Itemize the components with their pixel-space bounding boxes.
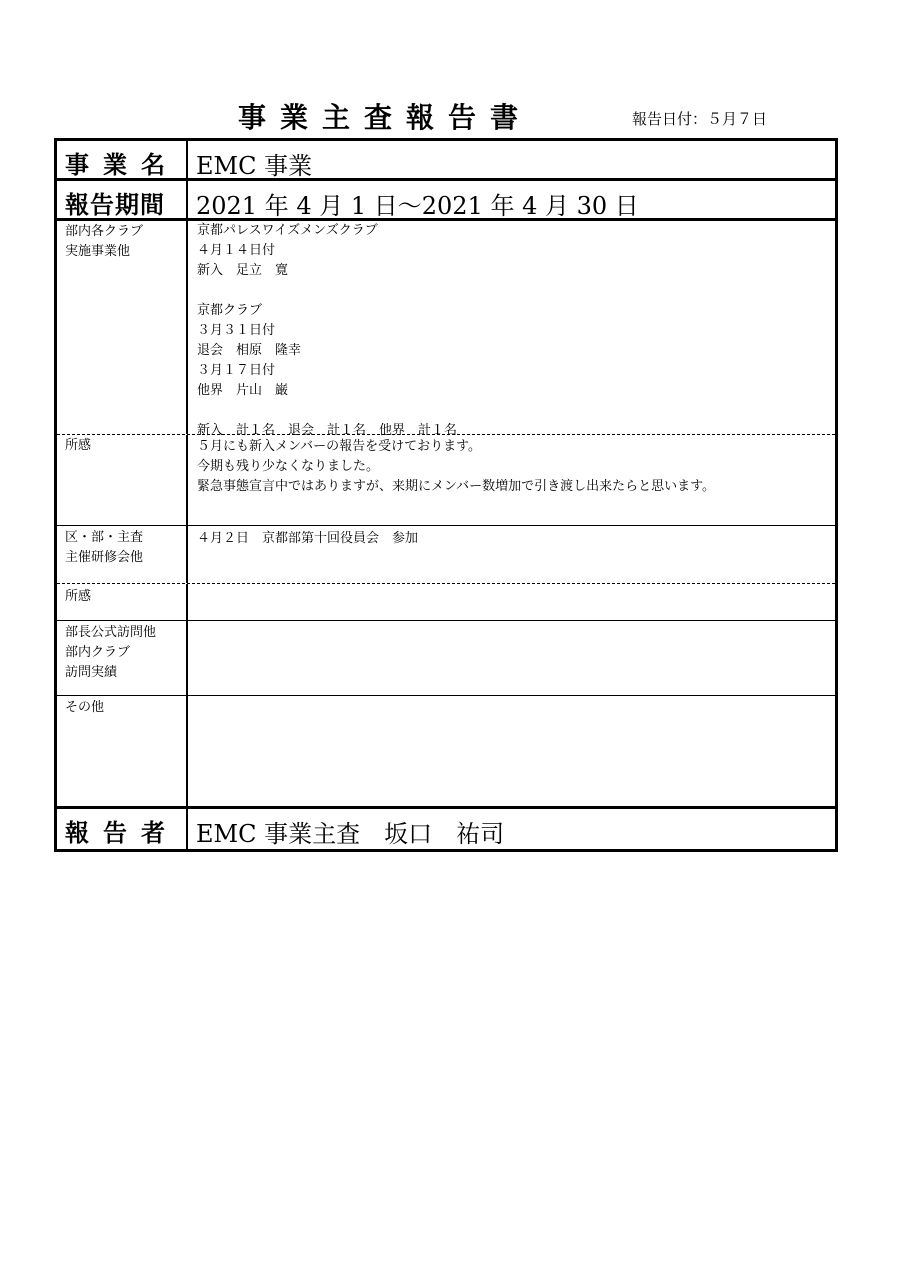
- content-line: 新入 足立 寛: [197, 263, 289, 278]
- content-line: 緊急事態宣言中ではありますが、来期にメンバー数増加で引き渡し出来たらと思います。: [197, 479, 716, 494]
- district-training-label-line: 区・部・主査: [65, 530, 144, 545]
- district-training-content: [188, 526, 835, 583]
- impressions-2-label: 所感: [57, 584, 188, 620]
- district-training-row: [57, 526, 835, 584]
- content-line: ４月１４日付: [197, 243, 276, 258]
- content-line: 今期も残り少なくなりました。: [197, 459, 380, 474]
- other-label: その他: [57, 696, 188, 806]
- other-content: [188, 696, 835, 806]
- club-activities-label: [57, 221, 188, 434]
- content-line: 退会 相原 隆幸: [197, 343, 302, 358]
- project-value: EMC 事業: [196, 152, 313, 180]
- period-row: [57, 181, 835, 221]
- other-row: [57, 696, 835, 809]
- club-activities-content: [188, 221, 835, 438]
- project-label: 事業名: [57, 141, 188, 178]
- visits-label-line: 部内クラブ: [65, 645, 131, 660]
- visits-row: [57, 621, 835, 696]
- report-date: 報告日付：５月７日: [632, 110, 768, 128]
- impressions-content: [188, 435, 835, 525]
- content-line: ３月３１日付: [197, 323, 276, 338]
- impressions-label: 所感: [57, 435, 188, 525]
- club-activities-row: [57, 221, 835, 438]
- period-value: 2021 年 4 月 1 日～2021 年 4 月 30 日: [196, 192, 639, 220]
- impressions-2-row: [57, 584, 835, 621]
- club-activities-label-line: 実施事業他: [65, 244, 131, 259]
- visits-label-line: 部長公式訪問他: [65, 625, 157, 640]
- project-row: [57, 141, 835, 181]
- district-training-label-line: 主催研修会他: [65, 550, 144, 565]
- content-line: 京都クラブ: [197, 303, 263, 318]
- content-line: 他界 片山 巌: [197, 383, 289, 398]
- reporter-value: EMC 事業主査 坂口 祐司: [196, 820, 505, 848]
- period-label: 報告期間: [57, 181, 188, 218]
- district-training-label: [57, 526, 188, 583]
- content-line: [197, 281, 835, 301]
- document-title: 事業主査報告書: [238, 101, 533, 134]
- content-line: [197, 401, 835, 421]
- report-form: [54, 138, 838, 852]
- content-line: 新入 計１名 退会 計１名 他界 計１名: [197, 423, 458, 438]
- content-line: 京都パレスワイズメンズクラブ: [197, 223, 378, 238]
- impressions-row: [57, 435, 835, 526]
- reporter-row: [57, 809, 835, 849]
- content-line: ３月１７日付: [197, 363, 276, 378]
- impressions-2-content: [188, 584, 835, 620]
- visits-content: [188, 621, 835, 695]
- reporter-label: 報告者: [57, 809, 188, 849]
- content-line: ５月にも新入メンバーの報告を受けております。: [197, 439, 482, 454]
- club-activities-label-line: 部内各クラブ: [65, 224, 144, 239]
- visits-label: [57, 621, 188, 695]
- visits-label-line: 訪問実績: [65, 665, 118, 680]
- content-line: ４月２日 京都部第十回役員会 参加: [197, 531, 419, 546]
